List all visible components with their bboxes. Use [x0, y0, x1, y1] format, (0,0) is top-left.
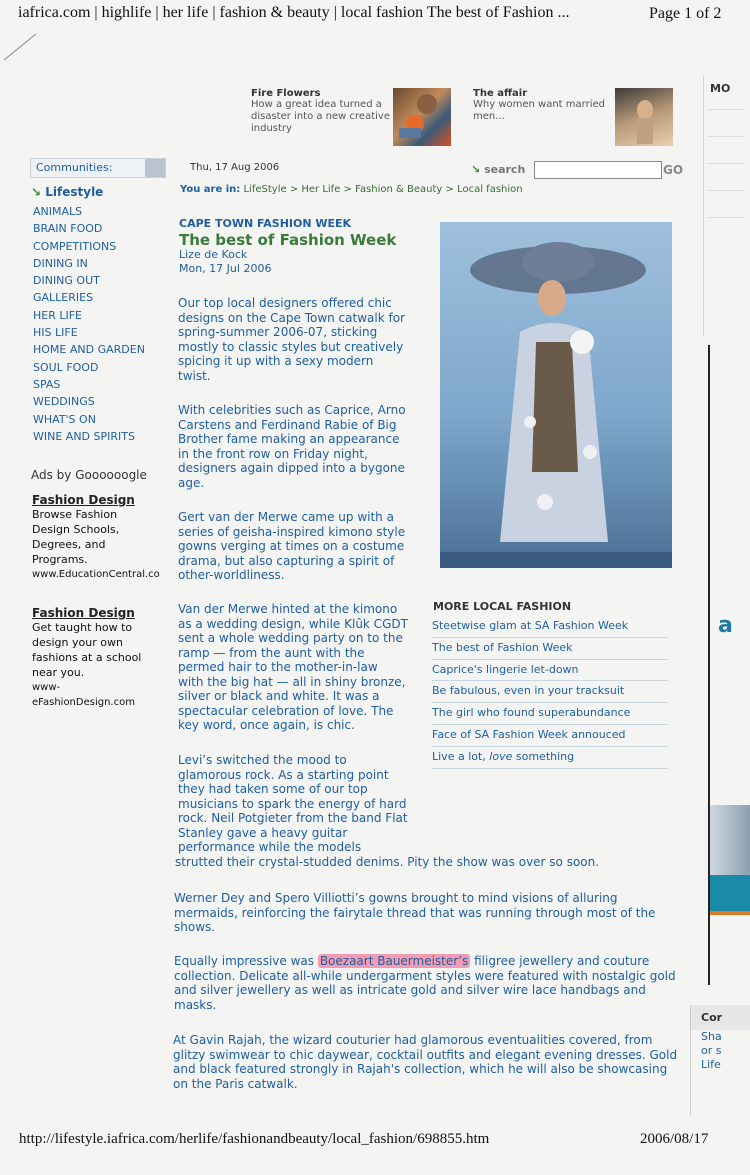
highlighted-name: Boezaart Bauermeister’s	[319, 954, 469, 968]
search-label	[471, 163, 525, 176]
paragraph-8	[173, 1033, 693, 1091]
flower-image	[393, 88, 451, 146]
ad-block-1	[32, 493, 167, 582]
sidebar-item-whats-on[interactable]: WHAT'S ON	[33, 412, 96, 426]
paragraph-2	[178, 403, 406, 490]
text-line: twist.	[178, 368, 211, 383]
breadcrumb-sep-icon: >	[343, 184, 356, 195]
right-edge-text: or s	[701, 1044, 722, 1057]
ad-text-line: Degrees, and	[32, 538, 106, 551]
sidebar-item-wine-and-spirits[interactable]: WINE AND SPIRITS	[33, 429, 135, 443]
right-edge-ad[interactable]	[708, 345, 750, 985]
right-edge-text: Life	[701, 1058, 721, 1071]
couple-image	[615, 88, 673, 146]
text-line: Werner Dey and Spero Villiotti’s gowns brought to mind visions of alluring	[174, 891, 618, 905]
teaser-desc-line: How a great idea turned a	[251, 99, 382, 110]
more-local-item[interactable]: Steetwise glam at SA Fashion Week	[432, 616, 668, 638]
text-line: rock. Neil Potgieter from the band Flat	[178, 811, 408, 825]
text-line: collection. Delicate all-while undergarment styles were featured with nostalgic gold	[174, 968, 676, 983]
text-line: spectacular celebration of love. The	[178, 703, 394, 718]
text-line: Our top local designers offered chic	[178, 296, 392, 310]
text-line	[174, 954, 689, 969]
sidebar-nav	[33, 203, 145, 445]
lifestyle-label: Lifestyle	[45, 185, 104, 199]
text-line: masks.	[174, 997, 217, 1012]
ad-url[interactable]: www.EducationCentral.co	[32, 569, 160, 580]
more-local-item[interactable]: Caprice's lingerie let-down	[432, 660, 668, 682]
text-line: Gert van der Merwe came up with a	[178, 510, 394, 524]
teaser-thumbnail-affair[interactable]	[615, 88, 673, 146]
sidebar-item-brain-food[interactable]: BRAIN FOOD	[33, 222, 103, 236]
text-line: in the front row on Friday night,	[178, 446, 368, 461]
article-title: The best of Fashion Week	[179, 231, 397, 249]
article-author: Lize de Kock	[179, 248, 248, 261]
text-line: drama, but also capturing a spirit of	[178, 553, 395, 568]
ad-text-line: design your own	[32, 636, 123, 649]
fashion-model-photo	[440, 222, 672, 568]
ad-image	[710, 805, 750, 875]
ad-title-link[interactable]: Fashion Design	[32, 493, 135, 507]
text-line: on the Paris catwalk.	[173, 1076, 298, 1091]
print-footer-url: http://lifestyle.iafrica.com/herlife/fashionandbeauty/local_fashion/698855.htm	[19, 1131, 490, 1147]
sidebar-item-his-life[interactable]: HIS LIFE	[33, 326, 78, 340]
sidebar-item-home-and-garden[interactable]: HOME AND GARDEN	[33, 343, 145, 357]
paragraph-6	[174, 891, 689, 935]
text-line: silver or black and white. It was a	[178, 689, 380, 703]
sidebar-item-soul-food[interactable]: SOUL FOOD	[33, 360, 99, 374]
right-edge-bottom-panel	[690, 1005, 750, 1115]
ads-label: Ads by Goooooogle	[31, 468, 147, 482]
item-text: Live a lot,	[432, 749, 490, 763]
item-text: something	[512, 749, 575, 763]
teaser-desc-line: Why women want married	[473, 99, 605, 110]
text-line: permed hair to the mother-in-law	[178, 660, 378, 674]
ad-text-line: Get taught how to	[32, 621, 133, 634]
ad-text-line: Programs.	[32, 553, 88, 566]
text-line: musicians to spark the energy of hard	[178, 796, 407, 811]
breadcrumb-item[interactable]: Her Life	[301, 184, 341, 195]
search-go-button[interactable]: GO	[663, 163, 684, 177]
dropdown-arrow-icon[interactable]	[145, 159, 165, 177]
text-span: Equally impressive was	[174, 954, 318, 968]
text-line: ramp — from the aunt with the	[178, 645, 365, 660]
more-local-item-last[interactable]	[432, 747, 668, 769]
ad-block-2	[32, 606, 167, 710]
text-line: series of geisha-inspired kimono style	[178, 524, 406, 539]
text-line: and silver jewellery as well as intricate gold and silver wire lace handbags and	[174, 983, 646, 997]
article-date: Mon, 17 Jul 2006	[179, 262, 272, 275]
page-date: Thu, 17 Aug 2006	[190, 162, 280, 173]
print-footer-date: 2006/08/17	[640, 1131, 709, 1147]
sidebar-item-galleries[interactable]: GALLERIES	[33, 291, 94, 305]
teaser-title: The affair	[473, 88, 528, 99]
text-line: Levi’s switched the mood to	[178, 753, 347, 767]
scan-mark-line	[0, 30, 40, 70]
ad-accent	[710, 911, 750, 915]
text-line: they had taken some of our top	[178, 782, 368, 796]
text-line: glamorous rock. As a starting point	[178, 767, 389, 782]
text-line: age.	[178, 475, 205, 490]
text-line: gowns verging at times on a costume	[178, 539, 405, 553]
text-line: designs on the Cape Town catwalk for	[178, 310, 405, 325]
search-input[interactable]	[534, 161, 662, 179]
text-span: filigree jewellery and couture	[470, 954, 650, 968]
more-local-item[interactable]: Be fabulous, even in your tracksuit	[432, 681, 668, 703]
sidebar-item-her-life[interactable]: HER LIFE	[33, 308, 83, 322]
text-line: mostly to classic styles but creatively	[178, 339, 404, 354]
breadcrumb-sep-icon: >	[445, 184, 458, 195]
text-line: shows.	[174, 920, 216, 934]
text-line: with the big hat — all in shiny bronze,	[178, 674, 406, 689]
more-local-item[interactable]: The best of Fashion Week	[432, 638, 668, 660]
text-line: spicing it up with a sexy modern	[178, 354, 374, 368]
text-line: spring-summer 2006-07, sticking	[178, 325, 378, 339]
text-line: With celebrities such as Caprice, Arno	[178, 403, 406, 417]
text-line: strutted their crystal-studded denims. Pity the show was over so soon.	[175, 854, 600, 869]
text-line: sent a whole wedding party on to the	[178, 631, 403, 645]
sidebar-item-weddings[interactable]: WEDDINGS	[33, 395, 95, 409]
teaser-title: Fire Flowers	[251, 88, 321, 99]
teaser-the-affair[interactable]	[473, 88, 613, 123]
search-arrow-icon: ↘	[471, 163, 481, 176]
text-line: At Gavin Rajah, the wizard couturier had glamorous eventualities covered, from	[173, 1033, 653, 1047]
ad-title-link[interactable]: Fashion Design	[32, 606, 135, 620]
text-line: Stanley gave a heavy guitar	[178, 825, 348, 840]
communities-label: Communities:	[36, 161, 113, 174]
communities-select[interactable]	[30, 158, 166, 178]
text-line: Brother fame making an appearance	[178, 432, 400, 446]
text-line: as a wedding design, while Klûk CGDT	[178, 616, 408, 631]
right-edge-panel	[703, 76, 750, 336]
arrow-icon: ↘	[31, 185, 42, 199]
paragraph-5	[175, 753, 685, 869]
paragraph-3	[178, 510, 405, 583]
more-local-list	[432, 616, 668, 769]
ad-text-line: fashions at a school	[32, 651, 142, 664]
ad-text-line: near you.	[32, 666, 85, 679]
breadcrumb-item[interactable]: Local fashion	[457, 184, 523, 195]
sidebar-item-competitions[interactable]: COMPETITIONS	[33, 239, 117, 253]
sidebar-item-animals[interactable]: ANIMALS	[33, 205, 83, 218]
paragraph-7	[174, 954, 689, 1012]
teaser-fire-flowers[interactable]	[251, 88, 391, 135]
right-edge-text: Sha	[701, 1030, 722, 1043]
ad-url-line[interactable]: www-	[32, 682, 61, 693]
teaser-desc-line: men...	[473, 111, 505, 122]
breadcrumb-prefix: You are in:	[180, 184, 241, 195]
right-edge-heading: MO	[710, 82, 731, 95]
text-line: glitzy swimwear to chic daywear, cocktail outfits and elegant evening dresses. Gold	[173, 1047, 678, 1062]
breadcrumb	[180, 184, 523, 195]
ad-url-line[interactable]: eFashionDesign.com	[32, 697, 135, 708]
text-line: other-worldliness.	[178, 568, 285, 582]
search-label-text: search	[484, 163, 526, 176]
text-line: Carstens and Ferdinand Rabie of Big	[178, 417, 397, 432]
teaser-thumbnail-flowers[interactable]	[393, 88, 451, 146]
text-line: and black featured strongly in Rajah's collection, which he will also be showcasing	[173, 1062, 668, 1076]
ad-text-line: Design Schools,	[32, 523, 120, 536]
ad-letter-icon: a	[718, 613, 733, 638]
text-line: key word, once again, is chic.	[178, 718, 355, 732]
more-local-item[interactable]: The girl who found superabundance	[432, 703, 668, 725]
sidebar-item-dining-in[interactable]: DINING IN	[33, 256, 88, 270]
text-line: designers again dipped into a bygone	[178, 461, 405, 475]
model-photo-art	[440, 222, 672, 568]
sidebar-item-spas[interactable]: SPAS	[33, 377, 61, 391]
print-header-page: Page 1 of 2	[649, 5, 722, 22]
breadcrumb-sep-icon: >	[289, 184, 302, 195]
more-local-heading: MORE LOCAL FASHION	[433, 600, 572, 613]
paragraph-4	[178, 602, 408, 733]
lifestyle-heading[interactable]	[31, 185, 103, 199]
breadcrumb-item[interactable]: LifeStyle	[243, 184, 287, 195]
article-kicker: CAPE TOWN FASHION WEEK	[179, 217, 352, 230]
teaser-desc-line: disaster into a new creative	[251, 111, 390, 122]
breadcrumb-item[interactable]: Fashion & Beauty	[355, 184, 443, 195]
text-line: performance while the models	[178, 840, 362, 854]
ad-band	[710, 875, 750, 911]
item-text-italic: love	[489, 749, 513, 763]
paragraph-1	[178, 296, 405, 383]
text-line: mermaids, reinforcing the fairytale thread that was running through most of the	[174, 905, 656, 920]
right-edge-bottom-title: Cor	[691, 1005, 750, 1030]
more-local-item[interactable]: Face of SA Fashion Week annouced	[432, 725, 668, 747]
text-line: Van der Merwe hinted at the kimono	[178, 602, 398, 616]
teaser-desc-line: industry	[251, 123, 292, 134]
ad-text-line: Browse Fashion	[32, 508, 118, 521]
print-header-title: iafrica.com | highlife | her life | fashion & beauty | local fashion The best of Fashion ...	[18, 4, 570, 21]
sidebar-item-dining-out[interactable]: DINING OUT	[33, 274, 100, 288]
